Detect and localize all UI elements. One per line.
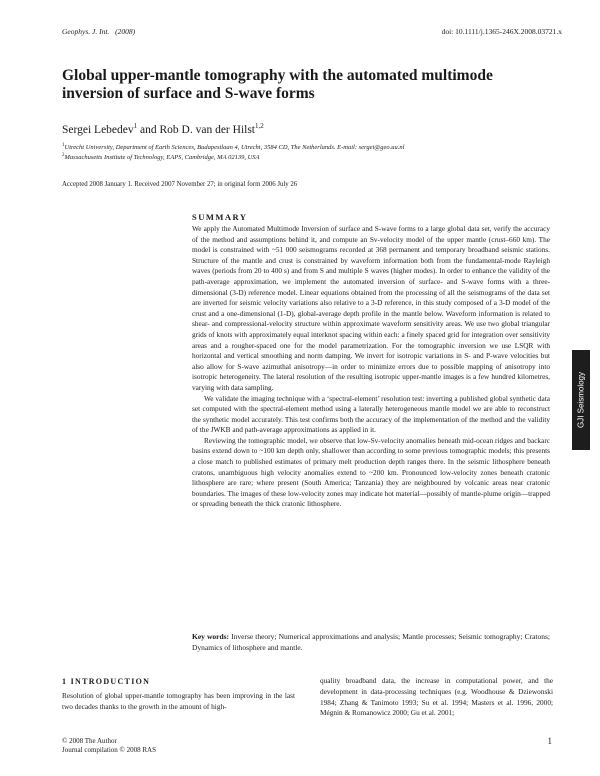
journal-year: (2008)	[115, 27, 136, 36]
running-header-left	[62, 27, 135, 36]
author-name[interactable]: Rob D. van der Hilst	[159, 123, 256, 136]
author-conjunction: and	[140, 123, 157, 136]
author-name[interactable]: Sergei Lebedev	[62, 123, 134, 136]
copyright-line: © 2008 The Author	[62, 737, 117, 745]
summary-body	[192, 224, 550, 510]
summary-paragraph: We validate the imaging technique with a ‘spectral-element’ resolution test: inverting a published global synthetic data set computed with the spectral-element method using a laterally heterogeneous mantle model we are able to reconstruct the synthetic model accurately. This test confirms both the accuracy of the implementation of the method and the validity of the JWKB and path-average approximations as applied in it.	[192, 393, 550, 435]
received-accepted-dates: Accepted 2008 January 1. Received 2007 November 27; in original form 2006 July 26	[62, 181, 298, 188]
affiliation-mark: 2	[62, 153, 65, 158]
summary-paragraph: We apply the Automated Multimode Inversion of surface and S-wave forms to a large global data set, verify the accuracy of the method and assumptions behind it, and compute an Sv-velocity model of the upper mantle (crust–660 km). The model is constrained with ~51 000 seismograms recorded at 368 permanent and temporary broadband seismic stations. Structure of the mantle and crust is constrained by waveform information both from the fundamental-mode Rayleigh waves (periods from 20 to 400 s) and from S and multiple S waves (higher modes). In order to enhance the validity of the path-average approximation, we implement the automated inversion of surface- and S-wave forms with a three-dimensional (3-D) reference model. Linear equations obtained from the processing of all the seismograms of the data set are inverted for seismic velocity variations also relative to a 3-D reference, in this study composed of a 3-D model of the crust and a one-dimensional (1-D), global-average depth profile in the mantle below. Waveform information is related to shear- and compressional-velocity structure within approximate waveform sensitivity areas. We use two global triangular grids of knots with approximately equal interknot spacing within each: a finely spaced grid for integration over sensitivity areas and a rougher-spaced one for the model parametrization. For the tomographic inversion we use LSQR with horizontal and vertical smoothing and norm damping. We invert for isotropic variations in S- and P-wave velocities but also allow for S-wave azimuthal anisotropy—in order to minimize errors due to possible mapping of anisotropy into isotropic heterogeneity. The lateral resolution of the resulting isotropic upper-mantle images is a few hundred kilometres, varying with data sampling.	[192, 224, 550, 392]
keywords-text: Inverse theory; Numerical approximations and analysis; Mantle processes; Seismic tomography; Cratons; Dynamics of lithosphere and mantle.	[192, 632, 550, 652]
summary-paragraph: Reviewing the tomographic model, we observe that low-Sv-velocity anomalies beneath mid-ocean ridges and backarc basins extend down to ~100 km depth only, shallower than according to some previous tomographic models; this presents a close match to published estimates of primary melt production depth ranges there. In the seismic lithosphere beneath cratons, unambiguous high velocity anomalies extend to ~200 km. Pronounced low-velocity zones beneath cratonic lithosphere are rare; where present (South America; Tanzania) they are neighboured by volcanic areas near cratonic boundaries. The images of these low-velocity zones may indicate hot material—possibly of mantle-plume origin—trapped or spreading beneath the thick cratonic lithosphere.	[192, 435, 550, 509]
affiliation-2	[62, 151, 260, 162]
section-sidebar-tab	[572, 350, 590, 450]
article-title: Global upper-mantle tomography with the automated multimode inversion of surface and S-wave forms	[62, 67, 493, 102]
sidebar-label: GJI Seismology	[576, 371, 586, 429]
keywords-block	[192, 632, 550, 653]
affiliation-text: Massachusetts Institute of Technology, EAPS, Cambridge, MA 02139, USA	[64, 154, 260, 162]
affiliation-text: Utrecht University, Department of Earth Sciences, Budapestlaan 4, Utrecht, 3584 CD, The Netherlands. E-mail: sergei@geo.uu.nl	[64, 144, 405, 152]
copyright-line: Journal compilation © 2008 RAS	[62, 746, 156, 754]
page-number: 1	[547, 736, 552, 746]
introduction-text-left: Resolution of global upper-mantle tomography has been improving in the last two decades thanks to the growth in the amount of high-	[62, 691, 295, 711]
author-list	[62, 122, 264, 136]
affiliation-mark: 1	[62, 143, 65, 148]
doi-link[interactable]: doi: 10.1111/j.1365-246X.2008.03721.x	[441, 27, 562, 36]
summary-heading: SUMMARY	[192, 212, 248, 222]
introduction-text-right: quality broadband data, the increase in computational power, and the development in data-processing techniques (e.g. Woodhouse & Dziewonski 1984; Zhang & Tanimoto 1993; Su et al. 1994; Masters et al. 1996, 2000; Mégnin & Romanowicz 2000; Gu et al. 2001;	[320, 676, 553, 718]
keywords-label: Key words:	[192, 632, 230, 641]
introduction-heading: 1 INTRODUCTION	[62, 677, 151, 686]
copyright-footer	[62, 737, 156, 755]
author-affiliation-mark: 1	[133, 122, 138, 130]
journal-name: Geophys. J. Int.	[62, 27, 110, 36]
author-affiliation-mark: 1,2	[255, 122, 264, 130]
